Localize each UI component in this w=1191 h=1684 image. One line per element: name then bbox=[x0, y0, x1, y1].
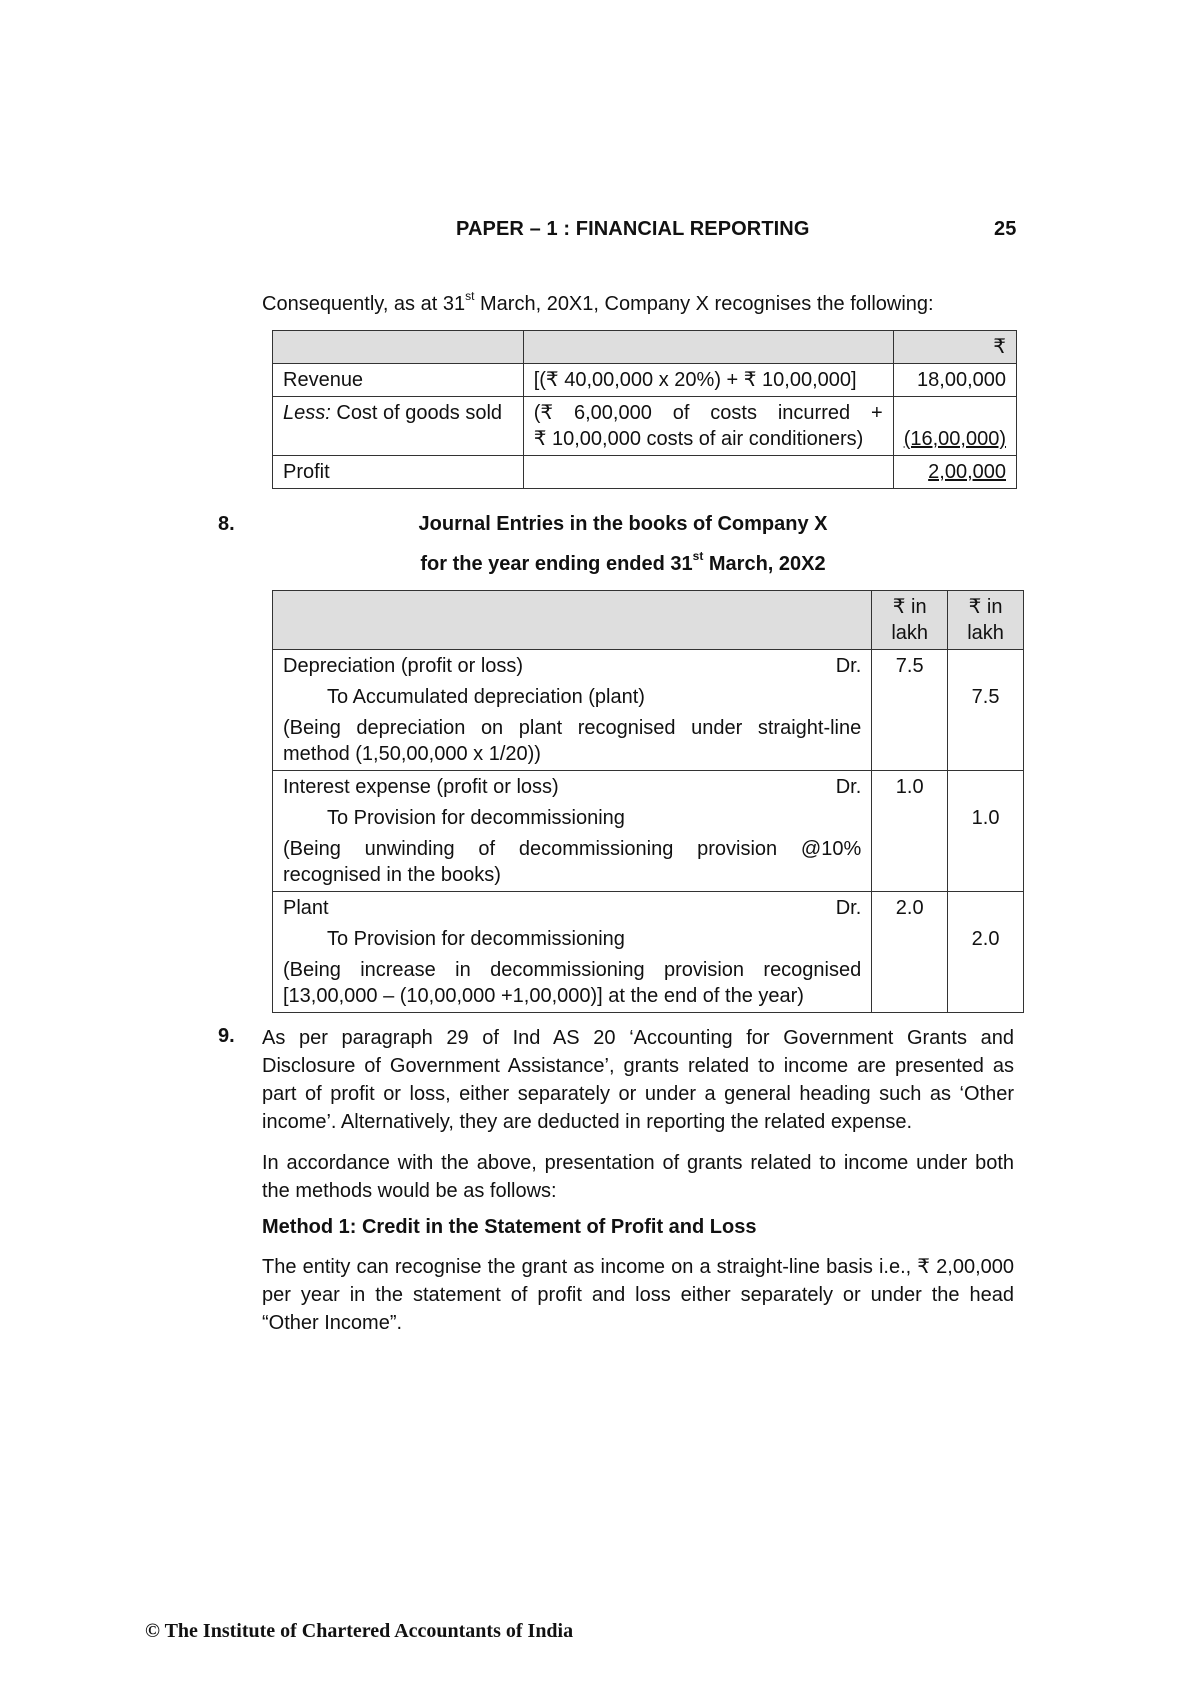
credit-amount: 7.5 bbox=[948, 650, 1024, 771]
debit-account: Interest expense (profit or loss) bbox=[283, 776, 559, 798]
debit-amount: 7.5 bbox=[872, 650, 948, 771]
debit-amount: 1.0 bbox=[872, 771, 948, 892]
header-cell bbox=[523, 331, 893, 364]
narration: (Being increase in decommissioning provision recognised [13,00,000 – (10,00,000 +1,00,000)] at the end of the year) bbox=[283, 959, 862, 1007]
header-cell bbox=[273, 591, 872, 650]
section9-para2: In accordance with the above, presentation of grants related to income under both the methods would be as follows: bbox=[262, 1152, 1014, 1202]
section-subtitle bbox=[272, 549, 974, 576]
table-row bbox=[273, 397, 1017, 456]
debit-line bbox=[283, 895, 861, 921]
section9-para3: The entity can recognise the grant as income on a straight-line basis i.e., ₹ 2,00,000 per year in the statement of profit and loss either separately or under the head “Other Income”. bbox=[262, 1256, 1014, 1334]
row-amount bbox=[893, 456, 1016, 489]
section9-para1: As per paragraph 29 of Ind AS 20 ‘Accounting for Government Grants and Disclosure of Government Assistance’, grants related to income are presented as part of profit or loss, either separately or under a general heading such as ‘Other income’. Alternatively, they are deducted in reporting the related expense. bbox=[262, 1027, 1014, 1133]
journal-entry bbox=[273, 771, 1024, 892]
header-line: ₹ in bbox=[892, 596, 927, 618]
subtitle-sup: st bbox=[692, 549, 704, 564]
label-italic: Less: bbox=[283, 402, 331, 424]
journal-entry bbox=[273, 650, 1024, 771]
table-row bbox=[273, 364, 1017, 397]
detail-line: (₹ 6,00,000 of costs incurred + bbox=[533, 402, 883, 424]
row-label: Revenue bbox=[273, 364, 524, 397]
intro-sup: st bbox=[465, 289, 475, 304]
narration: (Being unwinding of decommissioning provision @10% recognised in the books) bbox=[283, 838, 862, 886]
row-label bbox=[273, 397, 524, 456]
credit-account: To Provision for decommissioning bbox=[327, 807, 625, 829]
page-title: PAPER – 1 : FINANCIAL REPORTING bbox=[456, 218, 810, 240]
entry-particulars bbox=[273, 892, 872, 1013]
currency-header: ₹ bbox=[893, 331, 1016, 364]
amount-text: 2,00,000 bbox=[928, 461, 1006, 483]
header-line: ₹ in bbox=[968, 596, 1003, 618]
header-line: lakh bbox=[967, 622, 1004, 644]
debit-line bbox=[283, 653, 861, 679]
header-cell bbox=[872, 591, 948, 650]
intro-text-part: March, 20X1, Company X recognises the following: bbox=[474, 293, 934, 315]
credit-account: To Provision for decommissioning bbox=[327, 928, 625, 950]
intro-text-part: Consequently, as at 31 bbox=[262, 293, 466, 315]
table-header-row bbox=[273, 591, 1024, 650]
amount-text: (16,00,000) bbox=[903, 428, 1006, 450]
journal-table bbox=[272, 590, 1024, 1013]
row-detail bbox=[523, 397, 893, 456]
subtitle-part: March, 20X2 bbox=[703, 553, 826, 575]
row-label: Profit bbox=[273, 456, 524, 489]
section-title: Journal Entries in the books of Company X bbox=[418, 513, 828, 535]
intro-text bbox=[262, 290, 1022, 318]
debit-line bbox=[283, 774, 861, 800]
detail-line: ₹ 10,00,000 costs of air conditioners) bbox=[533, 428, 864, 450]
journal-entry bbox=[273, 892, 1024, 1013]
credit-account: To Accumulated depreciation (plant) bbox=[327, 686, 645, 708]
credit-amount: 1.0 bbox=[948, 771, 1024, 892]
debit-account: Plant bbox=[283, 897, 329, 919]
page-number: 25 bbox=[994, 218, 1017, 240]
narration: (Being depreciation on plant recognised under straight-line method (1,50,00,000 x 1/20)) bbox=[283, 717, 862, 765]
credit-amount: 2.0 bbox=[948, 892, 1024, 1013]
section-number: 9. bbox=[218, 1025, 235, 1047]
dr-label: Dr. bbox=[835, 897, 862, 919]
row-amount bbox=[893, 397, 1016, 456]
row-amount: 18,00,000 bbox=[893, 364, 1016, 397]
dr-label: Dr. bbox=[835, 776, 862, 798]
debit-account: Depreciation (profit or loss) bbox=[283, 655, 524, 677]
label-text: Cost of goods sold bbox=[330, 402, 503, 424]
table-header-row bbox=[273, 331, 1017, 364]
row-detail bbox=[523, 456, 893, 489]
row-detail: [(₹ 40,00,000 x 20%) + ₹ 10,00,000] bbox=[523, 364, 893, 397]
dr-label: Dr. bbox=[835, 655, 862, 677]
method1-heading: Method 1: Credit in the Statement of Profit and Loss bbox=[262, 1216, 757, 1238]
header-cell bbox=[273, 331, 524, 364]
footer-copyright: © The Institute of Chartered Accountants of India bbox=[145, 1620, 574, 1642]
subtitle-part: for the year ending ended 31 bbox=[420, 553, 693, 575]
recognition-table bbox=[272, 330, 1017, 489]
table-row bbox=[273, 456, 1017, 489]
debit-amount: 2.0 bbox=[872, 892, 948, 1013]
entry-particulars bbox=[273, 650, 872, 771]
section-number: 8. bbox=[218, 513, 235, 535]
entry-particulars bbox=[273, 771, 872, 892]
header-line: lakh bbox=[891, 622, 929, 644]
header-cell bbox=[948, 591, 1024, 650]
